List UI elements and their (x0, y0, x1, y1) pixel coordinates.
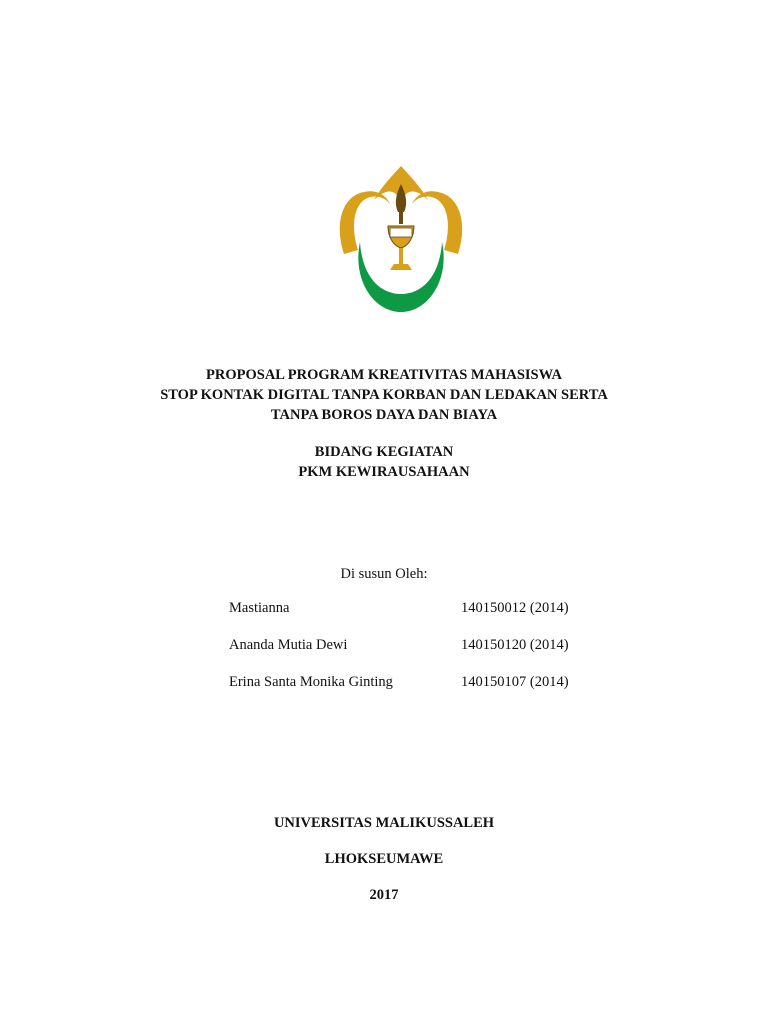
author-row (229, 637, 629, 674)
author-id: 140150120 (2014) (461, 637, 569, 653)
author-id: 140150012 (2014) (461, 600, 569, 616)
university-name: UNIVERSITAS MALIKUSSALEH (273, 815, 495, 831)
bidang-section (0, 442, 768, 482)
logo-base-stem (399, 248, 403, 264)
authors-list (229, 600, 629, 711)
author-row (229, 674, 629, 711)
bidang-label: BIDANG KEGIATAN (314, 444, 454, 460)
author-name: Ananda Mutia Dewi (229, 637, 348, 653)
title-line-1: PROPOSAL PROGRAM KREATIVITAS MAHASISWA (206, 367, 562, 383)
logo-stem (399, 212, 403, 224)
university-logo (334, 162, 468, 314)
authors-heading: Di susun Oleh: (340, 566, 428, 582)
author-name: Erina Santa Monika Ginting (229, 674, 393, 690)
author-id: 140150107 (2014) (461, 674, 569, 690)
logo-label (390, 228, 412, 237)
logo-crown-right (412, 191, 462, 254)
author-row (229, 600, 629, 637)
city-name: LHOKSEUMAWE (324, 851, 444, 867)
bidang-value: PKM KEWIRAUSAHAAN (298, 464, 470, 480)
title-line-2: STOP KONTAK DIGITAL TANPA KORBAN DAN LEDAKAN SERTA (160, 387, 608, 403)
title-line-3: TANPA BOROS DAYA DAN BIAYA (270, 407, 498, 423)
author-name: Mastianna (229, 600, 290, 616)
proposal-title (0, 365, 768, 425)
logo-base (390, 264, 412, 270)
logo-crown-left (340, 191, 390, 254)
year: 2017 (369, 887, 399, 903)
